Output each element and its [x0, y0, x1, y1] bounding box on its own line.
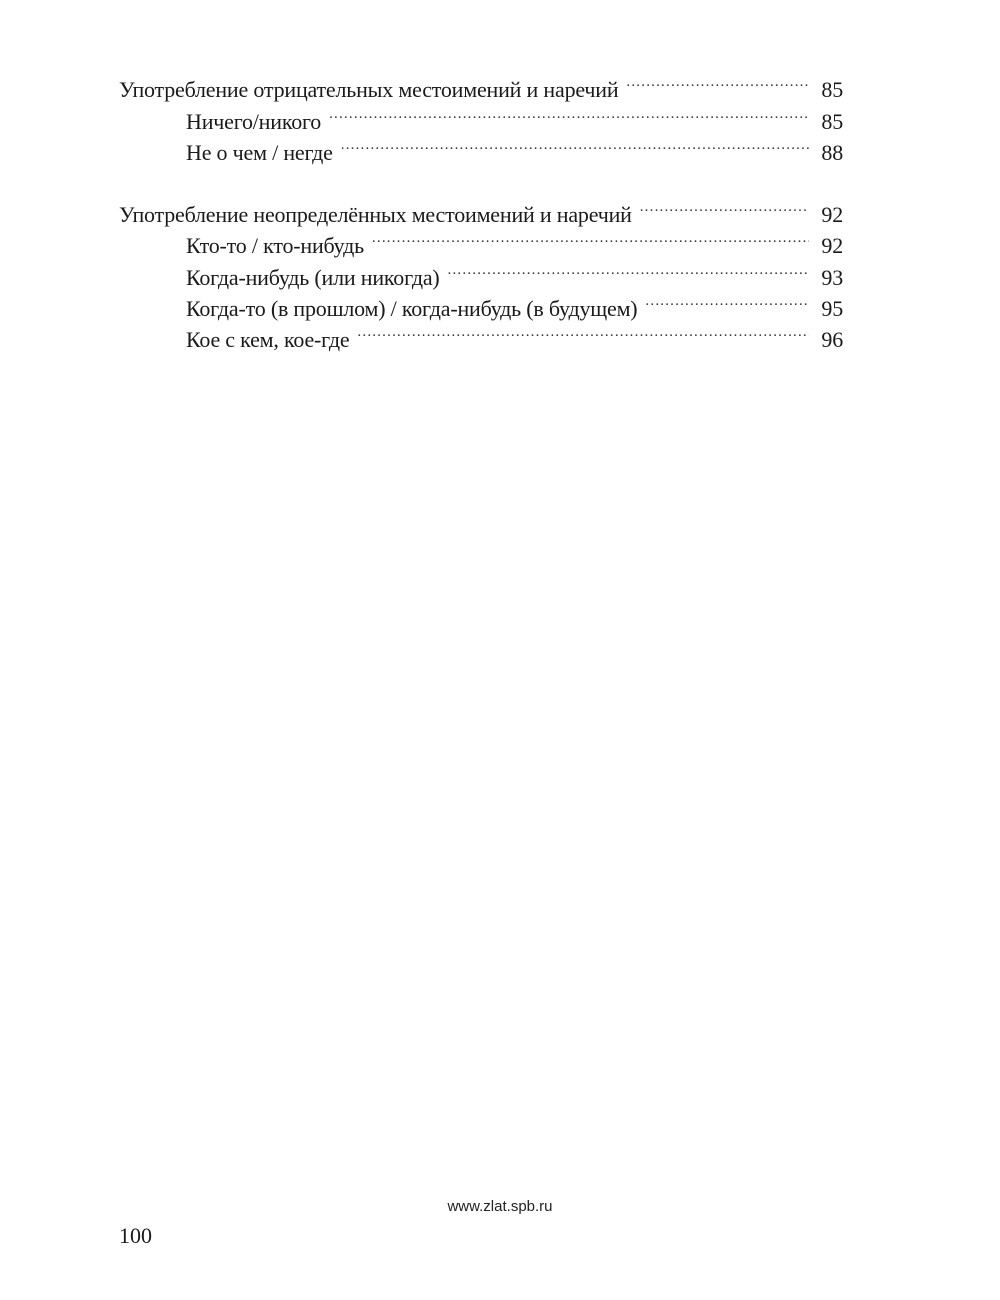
dot-leader [626, 66, 809, 97]
toc-entry-page: 92 [821, 202, 843, 228]
table-of-contents [119, 66, 843, 353]
page-number: 100 [119, 1223, 152, 1248]
dot-leader [372, 222, 809, 253]
toc-section-indefinite-pronouns [119, 191, 843, 353]
toc-entry-title: Ничего/никого [186, 108, 322, 134]
toc-entry-page: 95 [821, 296, 843, 322]
toc-entry-title: Употребление неопределённых местоимений и наречий [119, 202, 632, 228]
toc-entry-page: 96 [821, 327, 843, 353]
toc-entry-page: 88 [821, 139, 843, 165]
toc-entry-title: Когда-нибудь (или никогда) [186, 264, 440, 290]
dot-leader [640, 191, 809, 222]
toc-entry-page: 85 [821, 77, 843, 103]
dot-leader [357, 316, 809, 347]
footer-url: www.zlat.spb.ru [447, 1198, 553, 1215]
toc-entry-title: Кто-то / кто-нибудь [186, 233, 364, 259]
toc-entry-title: Не о чем / негде [186, 139, 333, 165]
toc-entry-page: 85 [821, 108, 843, 134]
toc-entry-section[interactable] [119, 191, 843, 228]
toc-entry-title: Когда-то (в прошлом) / когда-нибудь (в будущем) [186, 296, 638, 322]
toc-entry-section[interactable] [119, 66, 843, 103]
toc-entry-page: 92 [821, 233, 843, 259]
dot-leader [329, 97, 809, 128]
toc-entry-title: Употребление отрицательных местоимений и наречий [119, 77, 619, 103]
dot-leader [645, 285, 809, 316]
toc-entry-title: Кое с кем, кое-где [186, 327, 350, 353]
toc-section-negative-pronouns [119, 66, 843, 165]
dot-leader [341, 129, 809, 160]
dot-leader [448, 253, 809, 284]
toc-entry-page: 93 [821, 264, 843, 290]
